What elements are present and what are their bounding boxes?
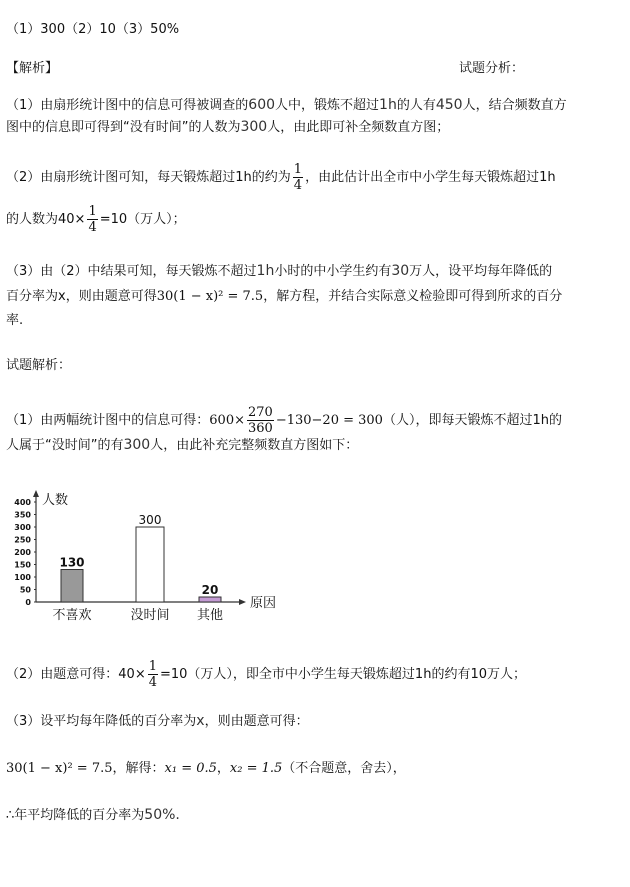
- p3-line2-a: 百分率为x，则由题意可得: [6, 289, 157, 304]
- s1-line2-a: 人属于“没时间”的有: [6, 438, 124, 453]
- p1-text-d: 人，结合频数直方: [462, 98, 567, 113]
- p1-text-b: 人中，锻炼不超过: [275, 98, 380, 113]
- p1-line2-b: 人，由此即可补全频数直方图；: [267, 120, 450, 135]
- p2-fraction-2: [87, 204, 97, 235]
- x-tick-label: 没时间: [130, 608, 170, 623]
- s2-frac-den: 4: [148, 675, 157, 690]
- s1-text-b: （人），即每天锻炼不超过1h的: [382, 413, 562, 428]
- y-tick-label: 200: [14, 548, 31, 557]
- y-axis-arrow: [33, 490, 39, 497]
- p1-text-a: 由扇形统计图中的信息可得被调查的: [40, 98, 249, 113]
- s1-expr-a: 600×: [209, 413, 245, 428]
- s3-text-d: （不合题意，舍去），: [282, 761, 406, 776]
- p2-frac-den: 4: [293, 178, 303, 193]
- y-tick-label: 0: [25, 598, 31, 607]
- solution-header: 试题解析：: [6, 358, 72, 373]
- p2-frac2-num: 1: [88, 204, 97, 219]
- p3-num-30: 30: [391, 263, 410, 279]
- s3-root-sep: ，: [216, 761, 230, 776]
- s3-text-b: ，则由题意可得：: [204, 714, 309, 729]
- s3-text-a: （3）设平均每年降低的百分率为: [6, 714, 197, 729]
- analysis-header: 【解析】: [6, 61, 59, 76]
- p2-frac-num: 1: [293, 162, 303, 177]
- s1-line2-b: 人，由此补充完整频数直方图如下：: [150, 438, 359, 453]
- p3-text-a: （3）由（2）中结果可知，每天锻炼不超过: [6, 264, 257, 279]
- bar-chart: [6, 488, 296, 628]
- s3-root-2: x₂ = 1.5: [229, 761, 283, 776]
- s2-text-b: =10（万人），即全市中小学生每天锻炼超过1h的约有10万人；: [160, 667, 526, 682]
- analysis-p3-line3: 率.: [6, 313, 24, 328]
- analysis-p3-line2: [6, 288, 562, 306]
- bar-0: [61, 570, 83, 603]
- solution-s4-line: [6, 806, 180, 825]
- p2-line2-b: =10（万人）；: [99, 212, 186, 227]
- analysis-p3-line1: [6, 262, 552, 281]
- x-tick-label: 其他: [196, 608, 224, 623]
- y-tick-label: 50: [19, 585, 31, 595]
- p1-num-600: 600: [248, 97, 276, 113]
- p3-text-c: 万人，设平均每年降低的: [409, 264, 553, 279]
- s1-frac-num: 270: [248, 405, 273, 420]
- s1-text-a: （1）由两幅统计图中的信息可得：: [6, 413, 210, 428]
- bar-data-label: 300: [138, 513, 162, 527]
- analysis-p1-line2: [6, 118, 449, 137]
- s3-x: x: [196, 713, 205, 729]
- p2-frac2-den: 4: [88, 220, 97, 235]
- p1-line2-a: 图中的信息即可得到“没有时间”的人数为: [6, 120, 241, 135]
- p2-line2-a: 的人数为40×: [6, 212, 86, 227]
- y-tick-label: 150: [14, 560, 31, 570]
- s2-frac-num: 1: [148, 659, 157, 674]
- s1-num-300: 300: [123, 437, 151, 453]
- s4-percent: 50%.: [144, 807, 180, 823]
- solution-s3-line1: [6, 712, 309, 731]
- y-axis-label: 人数: [42, 493, 69, 508]
- s1-fraction: [247, 405, 274, 436]
- analysis-p1-line1: [6, 96, 567, 115]
- y-tick-label: 300: [14, 523, 31, 532]
- p3-line2-b: ，解方程，并结合实际意义检验即可得到所求的百分: [263, 289, 563, 304]
- analysis-p2-line1: [6, 162, 556, 193]
- p1-num-450: 450: [435, 97, 463, 113]
- s4-text-a: ∴年平均降低的百分率为: [6, 808, 145, 823]
- solution-s1-line1: [6, 405, 562, 436]
- s1-expr-b: −130−20 = 300: [275, 413, 383, 428]
- s1-frac-den: 360: [248, 421, 273, 436]
- y-tick-label: 350: [14, 510, 31, 520]
- y-tick-label: 100: [14, 573, 31, 582]
- y-tick-label: 400: [14, 498, 31, 507]
- x-axis-label: 原因: [250, 596, 277, 611]
- x-axis-arrow: [239, 599, 246, 605]
- y-tick-label: 250: [14, 535, 31, 545]
- analysis-subheader: 试题分析：: [459, 61, 525, 76]
- p2-text-a: （2）由扇形统计图可知，每天锻炼超过1h的约为: [6, 170, 291, 185]
- solution-s1-line2: [6, 436, 358, 455]
- p1-h: 1h: [379, 97, 397, 113]
- p1-prefix: （1）: [6, 98, 41, 113]
- s3-root-1: x₁ = 0.5: [164, 761, 217, 776]
- bar-data-label: 130: [59, 555, 85, 570]
- solution-s2-line: [6, 659, 526, 690]
- p3-equation: 30(1 − x)² = 7.5: [156, 289, 264, 304]
- s3-text-c: ，解得：: [112, 761, 165, 776]
- bar-data-label: 20: [201, 583, 219, 597]
- s2-fraction: [148, 659, 158, 690]
- s3-equation: 30(1 − x)² = 7.5: [6, 761, 113, 776]
- bar-2: [199, 597, 221, 602]
- bar-1: [136, 527, 164, 602]
- p3-h: 1h: [256, 263, 275, 279]
- chart-root: [14, 490, 276, 623]
- x-tick-label: 不喜欢: [52, 608, 92, 623]
- p2-fraction: [293, 162, 303, 193]
- solution-s3-line2: [6, 760, 406, 778]
- analysis-p2-line2: [6, 204, 186, 235]
- s2-text-a: （2）由题意可得：40×: [6, 667, 146, 682]
- answer-line: （1）300（2）10（3）50%: [6, 22, 180, 37]
- p1-text-c: 的人有: [396, 98, 436, 113]
- p3-text-b: 小时的中小学生约有: [274, 264, 392, 279]
- p1-num-300: 300: [240, 119, 268, 135]
- p2-text-b: ，由此估计出全市中小学生每天锻炼超过1h: [305, 170, 556, 185]
